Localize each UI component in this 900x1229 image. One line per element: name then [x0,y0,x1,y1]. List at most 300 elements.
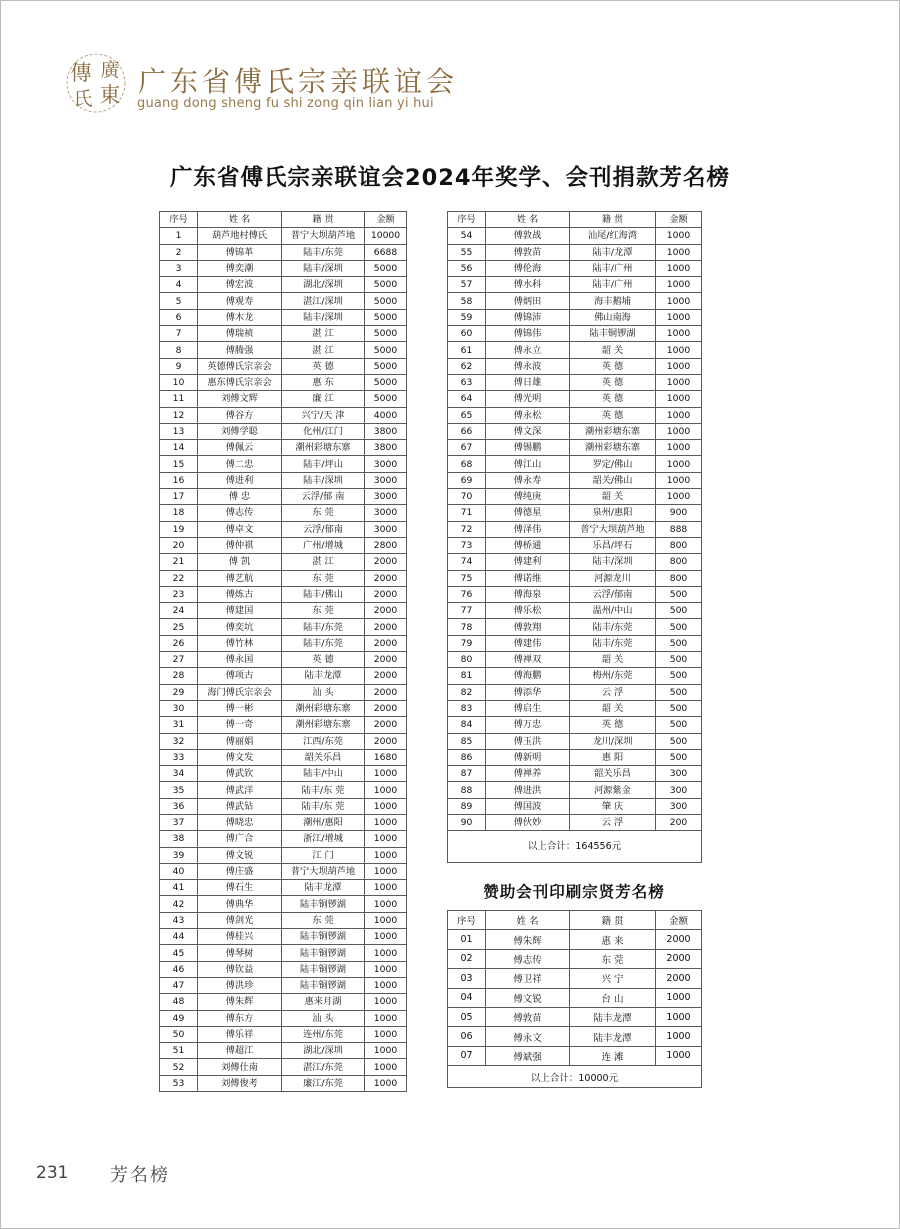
table-row [448,668,702,684]
donor-name: 傅斌强 [486,1046,570,1065]
donor-origin: 陆丰/东莞 [282,619,365,635]
column-header-origin: 籍 贯 [570,212,656,228]
table-body [160,228,407,1092]
donor-origin: 陆丰铜锣湖 [282,896,365,912]
donation-amount: 500 [656,700,702,716]
donation-amount: 5000 [365,277,407,293]
donor-name: 傅敦战 [486,228,570,244]
table-row [160,668,407,684]
donor-name: 傅超江 [198,1043,282,1059]
donor-origin: 梅州/东莞 [570,668,656,684]
svg-text:廣: 廣 [100,59,120,81]
table-row [160,537,407,553]
donor-origin: 潮州彩塘东寨 [570,423,656,439]
donation-amount: 1000 [656,1027,702,1046]
donor-origin: 潮州彩塘东寨 [282,700,365,716]
donor-origin: 云浮/郁 南 [282,489,365,505]
row-index: 21 [160,554,198,570]
donation-amount: 2000 [365,603,407,619]
donor-origin: 湛 江 [282,326,365,342]
main-total: 以上合计：164556元 [448,831,702,863]
donor-origin: 韶 关 [570,652,656,668]
table-row [160,831,407,847]
donation-amount: 5000 [365,309,407,325]
donor-name: 傅艺航 [198,570,282,586]
donation-amount: 2000 [365,733,407,749]
donor-name: 傅水科 [486,277,570,293]
table-body [448,930,702,1066]
donor-origin: 韶关乐昌 [282,749,365,765]
table-row [448,391,702,407]
donation-amount: 1000 [656,407,702,423]
donor-origin: 海丰鹅埔 [570,293,656,309]
donor-origin: 湛 江 [282,554,365,570]
total-row [448,831,702,863]
donor-name: 傅瑞祯 [198,326,282,342]
donor-name: 傅锦革 [198,244,282,260]
donor-origin: 普宁大坝葫芦地 [282,228,365,244]
row-index: 10 [160,374,198,390]
row-index: 90 [448,814,486,830]
donor-origin: 汕 头 [282,1010,365,1026]
row-index: 16 [160,472,198,488]
donor-name: 傅文深 [486,423,570,439]
row-index: 84 [448,717,486,733]
table-row [160,749,407,765]
donation-amount: 5000 [365,326,407,342]
donor-name: 傅纯庚 [486,489,570,505]
donor-origin: 陆丰/深圳 [570,554,656,570]
row-index: 1 [160,228,198,244]
donor-name: 傅添华 [486,684,570,700]
svg-text:東: 東 [99,83,121,107]
seal-logo-icon [64,52,128,114]
donor-name: 傅建伟 [486,635,570,651]
org-pinyin: guang dong sheng fu shi zong qin lian yi hui [137,96,434,111]
donation-amount: 500 [656,733,702,749]
donor-name: 傅建国 [198,603,282,619]
svg-text:氏: 氏 [73,88,93,110]
table-row [160,228,407,244]
row-index: 01 [448,930,486,949]
table-row [160,635,407,651]
donor-name: 傅玉洪 [486,733,570,749]
table-row [160,782,407,798]
donor-name: 傅卫祥 [486,969,570,988]
table-row [448,309,702,325]
donor-origin: 惠 东 [282,374,365,390]
donor-origin: 陆丰铜锣湖 [570,326,656,342]
donation-amount: 500 [656,603,702,619]
table-row [160,293,407,309]
table-row [448,684,702,700]
donation-amount: 3000 [365,489,407,505]
donation-amount: 1000 [365,961,407,977]
donor-origin: 陆丰/广州 [570,260,656,276]
row-index: 8 [160,342,198,358]
row-index: 26 [160,635,198,651]
table-row [160,700,407,716]
row-index: 6 [160,309,198,325]
row-index: 50 [160,1026,198,1042]
table-row [160,440,407,456]
donor-name: 傅文锐 [486,988,570,1007]
donor-name: 傅日雄 [486,374,570,390]
row-index: 56 [448,260,486,276]
donor-origin: 云浮/郁南 [570,586,656,602]
donor-origin: 湖北/深圳 [282,1043,365,1059]
donation-amount: 5000 [365,391,407,407]
table-row [160,814,407,830]
donor-origin: 英 德 [570,407,656,423]
donation-amount: 500 [656,652,702,668]
donor-origin: 东 莞 [282,570,365,586]
row-index: 17 [160,489,198,505]
donation-amount: 1000 [365,782,407,798]
donation-amount: 500 [656,635,702,651]
row-index: 3 [160,260,198,276]
row-index: 72 [448,521,486,537]
table-row [448,586,702,602]
donor-name: 傅腾强 [198,342,282,358]
table-row [160,929,407,945]
donation-amount: 3800 [365,423,407,439]
donation-amount: 300 [656,798,702,814]
donation-amount: 2000 [365,554,407,570]
donor-origin: 陆丰铜锣湖 [282,977,365,993]
donation-amount: 1000 [365,977,407,993]
donation-amount: 2000 [365,619,407,635]
table-row [448,1046,702,1065]
donation-amount: 1000 [365,912,407,928]
donor-name: 傅奕坑 [198,619,282,635]
donor-origin: 湛江/深圳 [282,293,365,309]
donor-origin: 连 滩 [570,1046,656,1065]
donor-origin: 兴 宁 [570,969,656,988]
donor-name: 傅乐松 [486,603,570,619]
row-index: 04 [448,988,486,1007]
table-row [448,652,702,668]
donor-name: 傅泽伟 [486,521,570,537]
donor-name: 傅万忠 [486,717,570,733]
table-row [160,847,407,863]
donor-origin: 江西/东莞 [282,733,365,749]
donor-name: 傅禅养 [486,766,570,782]
row-index: 7 [160,326,198,342]
column-header-name: 姓 名 [486,911,570,930]
row-index: 51 [160,1043,198,1059]
donation-amount: 500 [656,684,702,700]
table-row [448,782,702,798]
table-row [160,684,407,700]
donation-amount: 1000 [365,945,407,961]
donor-origin: 普宁大坝葫芦地 [282,863,365,879]
table-row [160,1043,407,1059]
donor-name: 傅钦益 [198,961,282,977]
donor-origin: 兴宁/天 津 [282,407,365,423]
table-row [448,228,702,244]
table-row [160,358,407,374]
table-row [160,326,407,342]
donor-name: 傅敦翔 [486,619,570,635]
donor-name: 傅广合 [198,831,282,847]
donor-name: 傅乐祥 [198,1026,282,1042]
column-header-index: 序号 [448,212,486,228]
row-index: 06 [448,1027,486,1046]
table-row [160,309,407,325]
table-row [448,342,702,358]
donor-name: 傅 凯 [198,554,282,570]
table-row [448,277,702,293]
donor-name: 傅炳田 [486,293,570,309]
donor-name: 傅伙妙 [486,814,570,830]
donor-name: 傅一彬 [198,700,282,716]
row-index: 69 [448,472,486,488]
table-row [448,244,702,260]
donor-name: 傅木龙 [198,309,282,325]
donor-origin: 东 莞 [282,912,365,928]
donor-name: 傅敦苗 [486,1007,570,1026]
donor-name: 傅二忠 [198,456,282,472]
column-header-index: 序号 [160,212,198,228]
donation-amount: 1000 [365,1059,407,1075]
donor-origin: 陆丰/深圳 [282,472,365,488]
table-row [160,652,407,668]
donation-amount: 888 [656,521,702,537]
donation-amount: 5000 [365,374,407,390]
donor-origin: 乐昌/坪石 [570,537,656,553]
table-row [448,505,702,521]
row-index: 60 [448,326,486,342]
donor-origin: 英 德 [570,717,656,733]
donor-name: 英德傅氏宗亲会 [198,358,282,374]
row-index: 82 [448,684,486,700]
donor-origin: 陆丰龙潭 [282,668,365,684]
donor-name: 傅锡鹏 [486,440,570,456]
donor-name: 傅永立 [486,342,570,358]
donor-origin: 英 德 [570,358,656,374]
donor-name: 傅 忠 [198,489,282,505]
donor-name: 刘傅俊考 [198,1075,282,1091]
donor-name: 傅永波 [486,358,570,374]
donation-amount: 2000 [656,969,702,988]
donation-amount: 300 [656,766,702,782]
row-index: 2 [160,244,198,260]
row-index: 44 [160,929,198,945]
donation-amount: 3000 [365,505,407,521]
row-index: 02 [448,949,486,968]
donor-name: 傅一奇 [198,717,282,733]
table-row [160,912,407,928]
table-row [160,863,407,879]
donor-origin: 罗定/佛山 [570,456,656,472]
donor-table-left [159,211,407,1092]
donation-amount: 500 [656,668,702,684]
donor-origin: 肇 庆 [570,798,656,814]
donor-origin: 陆丰龙潭 [570,1007,656,1026]
donation-amount: 1000 [365,798,407,814]
row-index: 45 [160,945,198,961]
table-row [160,880,407,896]
donation-amount: 1000 [365,847,407,863]
donation-amount: 1000 [656,1007,702,1026]
page-title: 广东省傅氏宗亲联谊会2024年奖学、会刊捐款芳名榜 [169,165,731,191]
column-header-name: 姓 名 [486,212,570,228]
donor-name: 傅卓文 [198,521,282,537]
row-index: 35 [160,782,198,798]
page-number: 231 [36,1163,69,1183]
donor-name: 傅锦沛 [486,309,570,325]
donor-name: 傅仲祺 [198,537,282,553]
donation-amount: 1000 [656,358,702,374]
donor-name: 傅伦海 [486,260,570,276]
donation-amount: 1000 [656,456,702,472]
row-index: 65 [448,407,486,423]
donor-name: 傅文锐 [198,847,282,863]
donor-table-right [447,211,702,863]
donation-amount: 200 [656,814,702,830]
donation-amount: 1000 [365,814,407,830]
donation-amount: 1000 [656,472,702,488]
donor-origin: 潮州彩塘东寨 [570,440,656,456]
donation-amount: 2000 [365,668,407,684]
row-index: 80 [448,652,486,668]
table-row [448,374,702,390]
donor-origin: 惠 来 [570,930,656,949]
donor-origin: 韶关/佛山 [570,472,656,488]
row-index: 15 [160,456,198,472]
table-row [448,326,702,342]
donor-name: 葫芦地村傅氏 [198,228,282,244]
donor-name: 惠东傅氏宗亲会 [198,374,282,390]
donor-name: 傅海泉 [486,586,570,602]
donation-amount: 1000 [365,1010,407,1026]
donation-amount: 1000 [365,831,407,847]
table-row [160,456,407,472]
donation-amount: 800 [656,537,702,553]
donor-name: 傅项古 [198,668,282,684]
row-index: 57 [448,277,486,293]
donation-amount: 2000 [365,717,407,733]
donation-amount: 1000 [656,260,702,276]
donation-amount: 800 [656,554,702,570]
row-index: 19 [160,521,198,537]
table-row [448,554,702,570]
row-index: 48 [160,994,198,1010]
donor-origin: 普宁大坝葫芦地 [570,521,656,537]
row-index: 47 [160,977,198,993]
row-index: 46 [160,961,198,977]
donor-name: 傅光明 [486,391,570,407]
row-index: 75 [448,570,486,586]
donor-name: 刘傅学聪 [198,423,282,439]
row-index: 24 [160,603,198,619]
row-index: 30 [160,700,198,716]
row-index: 86 [448,749,486,765]
row-index: 41 [160,880,198,896]
row-index: 53 [160,1075,198,1091]
row-index: 5 [160,293,198,309]
table-row [448,814,702,830]
row-index: 25 [160,619,198,635]
donor-origin: 陆丰/坪山 [282,456,365,472]
donor-origin: 汕尾/红海湾 [570,228,656,244]
table-row [448,949,702,968]
donor-name: 傅炼古 [198,586,282,602]
row-index: 37 [160,814,198,830]
table-row [448,717,702,733]
donor-origin: 英 德 [570,391,656,407]
row-index: 87 [448,766,486,782]
donation-amount: 3000 [365,456,407,472]
donor-origin: 东 莞 [570,949,656,968]
row-index: 13 [160,423,198,439]
table-row [448,423,702,439]
table-row [448,798,702,814]
donor-origin: 陆丰/中山 [282,766,365,782]
donor-origin: 陆丰/东 莞 [282,782,365,798]
donor-origin: 陆丰/深圳 [282,260,365,276]
donor-origin: 江 门 [282,847,365,863]
donation-amount: 1000 [365,863,407,879]
donor-name: 傅桥通 [486,537,570,553]
donation-amount: 1000 [656,423,702,439]
sponsor-table [447,910,702,1088]
donor-origin: 泉州/惠阳 [570,505,656,521]
row-index: 23 [160,586,198,602]
row-index: 32 [160,733,198,749]
table-row [448,537,702,553]
donor-origin: 温州/中山 [570,603,656,619]
donor-origin: 湛江/东莞 [282,1059,365,1075]
donation-amount: 3000 [365,472,407,488]
donor-name: 傅志传 [198,505,282,521]
donor-origin: 龙川/深圳 [570,733,656,749]
row-index: 29 [160,684,198,700]
table-header-row [160,212,407,228]
sponsor-total: 以上合计：10000元 [448,1066,702,1088]
table-row [160,961,407,977]
donor-origin: 陆丰/东莞 [282,244,365,260]
row-index: 9 [160,358,198,374]
row-index: 20 [160,537,198,553]
table-row [448,700,702,716]
donor-origin: 陆丰/东莞 [570,635,656,651]
table-row [160,1059,407,1075]
donor-origin: 广州/增城 [282,537,365,553]
table-row [160,717,407,733]
donation-amount: 800 [656,570,702,586]
donor-name: 傅石生 [198,880,282,896]
donor-name: 傅宏波 [198,277,282,293]
donation-amount: 1000 [656,326,702,342]
row-index: 64 [448,391,486,407]
donor-origin: 韶 关 [570,489,656,505]
donor-origin: 韶 关 [570,342,656,358]
row-index: 55 [448,244,486,260]
donation-amount: 1000 [365,896,407,912]
donation-amount: 10000 [365,228,407,244]
row-index: 68 [448,456,486,472]
donor-origin: 潮州/惠阳 [282,814,365,830]
donor-name: 傅洪珍 [198,977,282,993]
donation-amount: 1000 [656,440,702,456]
column-header-amount: 金额 [656,212,702,228]
donor-name: 傅竹林 [198,635,282,651]
donor-name: 傅海鹏 [486,668,570,684]
donation-amount: 1000 [365,766,407,782]
row-index: 74 [448,554,486,570]
